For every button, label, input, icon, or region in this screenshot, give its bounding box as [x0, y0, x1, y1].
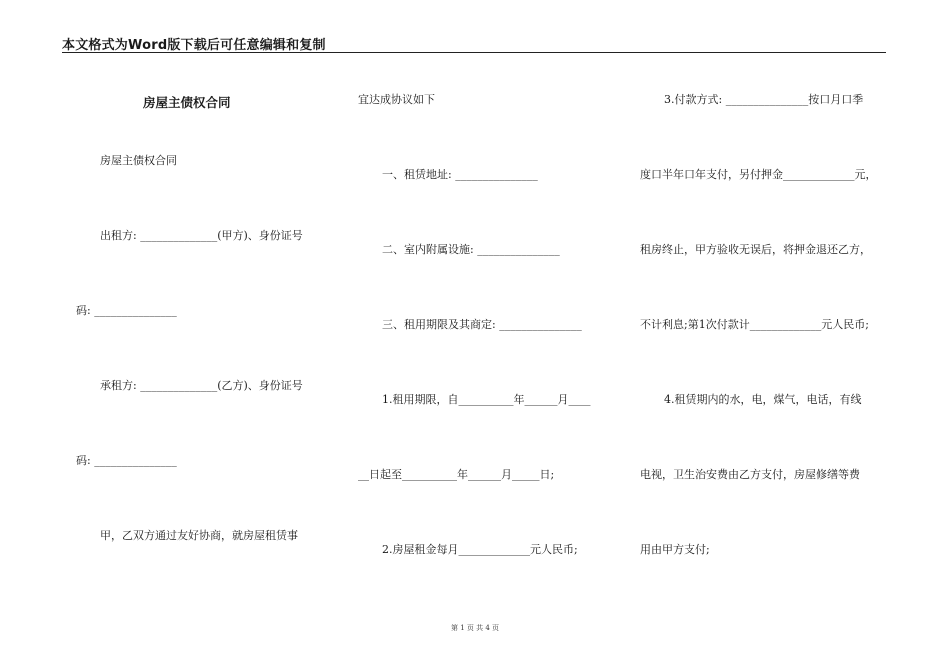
text-line: __日起至__________年______月_____日;	[358, 468, 555, 481]
text-line: 用由甲方支付;	[640, 543, 710, 556]
text-line: 不计利息;第1次付款计_____________元人民币;	[640, 318, 869, 331]
text-line: 码: _______________	[76, 304, 177, 317]
text-line: 4.租赁期内的水，电，煤气，电话，有线	[664, 393, 862, 406]
page-number: 第 1 页 共 4 页	[450, 624, 500, 632]
text-line: 承租方: ______________(乙方)、身份证号	[100, 379, 303, 392]
text-line: 2.房屋租金每月_____________元人民币;	[382, 543, 578, 556]
text-line: 甲，乙双方通过友好协商，就房屋租赁事	[100, 529, 298, 542]
text-line: 二、室内附属设施: _______________	[382, 243, 560, 256]
document-header	[62, 32, 886, 53]
header-text: 本文格式为Word版下载后可任意编辑和复制	[62, 38, 326, 53]
text-line: 码: _______________	[76, 454, 177, 467]
text-line: 宜达成协议如下	[358, 93, 435, 106]
text-line: 一、租赁地址: _______________	[382, 168, 538, 181]
contract-title: 房屋主债权合同	[143, 95, 231, 110]
text-line: 1.租用期限，自__________年______月____	[382, 393, 591, 406]
text-line: 房屋主债权合同	[100, 154, 177, 167]
text-line: 出租方: ______________(甲方)、身份证号	[100, 229, 303, 242]
text-line: 租房终止，甲方验收无误后，将押金退还乙方，	[640, 243, 871, 256]
text-line: 度口半年口年支付，另付押金_____________元，	[640, 168, 877, 181]
text-line: 电视，卫生治安费由乙方支付，房屋修缮等费	[640, 468, 860, 481]
text-line: 三、租用期限及其商定: _______________	[382, 318, 582, 331]
text-line: 3.付款方式: _______________按口月口季	[664, 93, 864, 106]
